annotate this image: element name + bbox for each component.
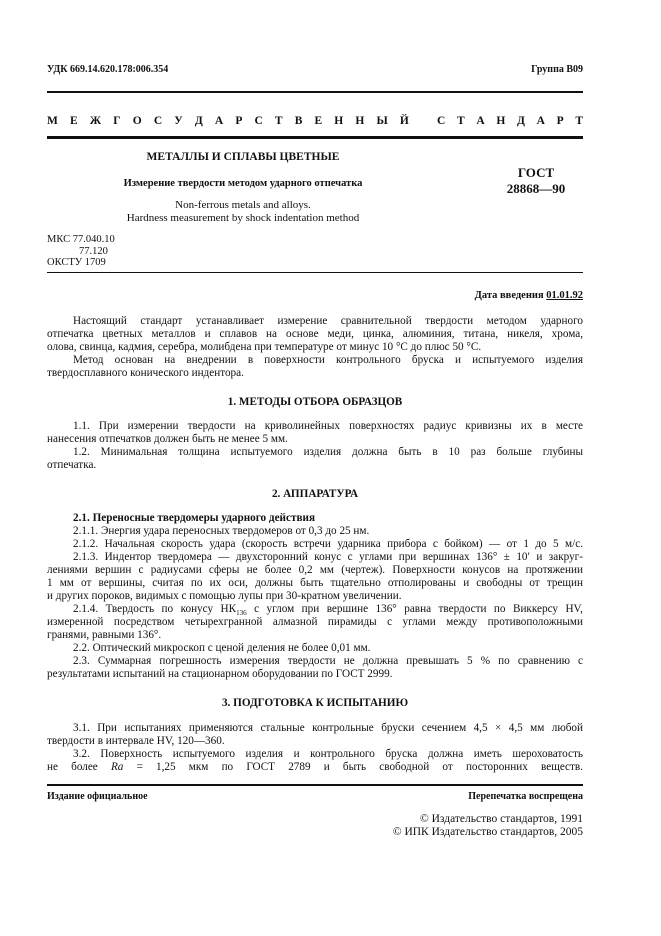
w1-letter: Г	[113, 115, 121, 127]
intro-date-label: Дата введения	[474, 290, 544, 301]
w1-letter: Й	[399, 115, 409, 127]
p-3-2-line-2	[47, 761, 583, 774]
doc-subtitle: Измерение твердости методом ударного отпечатка	[123, 178, 363, 189]
section-1-title: 1. МЕТОДЫ ОТБОРА ОБРАЗЦОВ	[227, 396, 403, 408]
w1-letter: У	[174, 115, 183, 127]
p-2-1-4-text-b: с углом при вершине 136° равна твердости по Виккерсу HV,	[246, 603, 583, 615]
w1-letter: Е	[314, 115, 323, 127]
doc-title-en-1: Non-ferrous metals and alloys.	[175, 199, 311, 211]
p-2-1-4-text-a: 2.1.4. Твердость по конусу НК	[73, 603, 237, 615]
okstu-code: ОКСТУ 1709	[47, 257, 106, 268]
intro-date-value: 01.01.92	[546, 290, 583, 301]
p-1-2-line-2: отпечатка.	[47, 459, 97, 471]
gost-number: 28868—90	[506, 181, 566, 196]
p-2-1-4-line-2: измеренной посредством четырехгранной алмазной пирамиды с углами между противоположными	[47, 616, 583, 628]
w1-letter: Т	[274, 115, 283, 127]
p-2-2: 2.2. Оптический микроскоп с ценой деления не более 0,01 мм.	[73, 642, 371, 654]
intro-line-3: олова, свинца, кадмия, серебра, молибдена при температуре от минус 10 °С до плюс 50 °С.	[47, 341, 482, 353]
doc-title: МЕТАЛЛЫ И СПЛАВЫ ЦВЕТНЫЕ	[146, 151, 340, 163]
banner-rule	[47, 136, 583, 139]
w2-letter: А	[476, 115, 485, 127]
p-2-1-3-line-1: 2.1.3. Индентор твердомера — двухсторонний конус с углами при вершинах 136° ± 10′ и закруг-	[73, 551, 583, 563]
w1-letter: Р	[235, 115, 243, 127]
p-2-3-line-2: результатами испытаний на стационарном оборудовании по ГОСТ 2999.	[47, 668, 393, 680]
footer-official: Издание официальное	[47, 791, 148, 802]
p-3-1-line-2: твердости в интервале HV, 120—360.	[47, 735, 225, 747]
w1-letter: С	[254, 115, 263, 127]
w2-letter: А	[536, 115, 545, 127]
section-3-title: 3. ПОДГОТОВКА К ИСПЫТАНИЮ	[221, 697, 409, 709]
intro-line-1: Настоящий стандарт устанавливает измерение сравнительной твердости методом ударного	[73, 315, 583, 327]
p-3-1-line-1: 3.1. При испытаниях применяются стальные контрольные бруски сечением 4,5 × 4,5 мм любой	[73, 722, 583, 734]
intro-date	[475, 290, 583, 301]
p-2-1-1: 2.1.1. Энергия удара переносных твердомеров от 0,3 до 25 нм.	[73, 525, 370, 537]
p-2-3-line-1: 2.3. Суммарная погрешность измерения твердости не должна превышать 5 % по сравнению с	[73, 655, 583, 667]
w1-letter: Ы	[376, 115, 388, 127]
p-1-1-line-2: нанесения отпечатков должен быть не менее 5 мм.	[47, 433, 288, 445]
p-3-2-text-a: не более	[47, 761, 111, 773]
w2-letter: Т	[457, 115, 465, 127]
p-3-2-line-1: 3.2. Поверхность испытуемого изделия и контрольного бруска должна иметь шероховатость	[73, 748, 583, 760]
footer-reprint: Перепечатка воспрещена	[468, 791, 583, 802]
copyright-2005: © ИПК Издательство стандартов, 2005	[392, 826, 583, 838]
w1-letter: С	[153, 115, 163, 127]
p-2-1-2: 2.1.2. Начальная скорость удара (скорость встречи ударника прибора с бойком) — от 1 до 5 м/с.	[73, 538, 583, 550]
standard-banner	[47, 115, 583, 127]
top-rule	[47, 91, 583, 93]
w2-letter: Т	[575, 115, 583, 127]
w2-letter: Д	[517, 115, 525, 127]
intro-line-2: отпечатка цветных металлов и сплавов на основе меди, цинка, алюминия, титана, никеля, хрома,	[47, 328, 583, 340]
w2-letter: Р	[556, 115, 564, 127]
w1-letter: Д	[194, 115, 203, 127]
doc-title-en-2: Hardness measurement by shock indentation method	[126, 212, 360, 224]
p-3-2-text-b: = 1,25 мкм по ГОСТ 2789 и быть свободной от посторонних веществ.	[123, 761, 583, 773]
gost-label: ГОСТ	[517, 165, 555, 180]
footer-rule	[47, 784, 583, 786]
w1-letter: Е	[69, 115, 78, 127]
w2-letter: С	[437, 115, 446, 127]
w1-letter: Ж	[89, 115, 102, 127]
w1-letter: Н	[334, 115, 344, 127]
codes-rule	[47, 272, 583, 273]
section-2-title: 2. АППАРАТУРА	[271, 488, 359, 500]
w1-letter: М	[47, 115, 58, 127]
intro-line-5: твердосплавного конического индентора.	[47, 367, 244, 379]
w1-letter: О	[132, 115, 142, 127]
mks-code-1: МКС 77.040.10	[47, 234, 115, 245]
mks-code-2: 77.120	[79, 246, 108, 257]
p-3-2-ra: Ra	[110, 761, 124, 773]
copyright-1991: © Издательство стандартов, 1991	[419, 813, 583, 825]
p-2-1-4-line-3: гранями, равными 136°.	[47, 629, 162, 641]
banner-word-interstate	[47, 115, 409, 127]
p-2-1-4-subscript: 136	[236, 609, 247, 618]
w1-letter: В	[294, 115, 303, 127]
p-2-1-3-line-4: и других пороков, видимых с помощью лупы при 30-кратном увеличении.	[47, 590, 402, 602]
p-2-1-3-line-2: лениями вершин с радиусами сферы не более 0,2 мм (чертеж). Поверхности конусов на протяжении	[47, 564, 583, 576]
intro-line-4: Метод основан на внедрении в поверхности контрольного бруска и испытуемого изделия	[73, 354, 583, 366]
p-1-2-line-1: 1.2. Минимальная толщина испытуемого изделия должна быть в 10 раз больше глубины	[73, 446, 583, 458]
p-2-1-3-line-3: 1 мм от вершины, считая по их оси, должны быть тщательно отполированы и свободны от трещин	[47, 577, 583, 589]
w1-letter: Н	[355, 115, 365, 127]
w1-letter: А	[214, 115, 224, 127]
w2-letter: Н	[496, 115, 506, 127]
p-2-1-heading: 2.1. Переносные твердомеры ударного действия	[73, 512, 316, 524]
banner-word-standard	[437, 115, 583, 127]
udc-code: УДК 669.14.620.178:006.354	[47, 64, 169, 75]
group-code: Группа В09	[531, 64, 583, 75]
p-1-1-line-1: 1.1. При измерении твердости на криволинейных поверхностях радиус кривизны их в месте	[73, 420, 583, 432]
